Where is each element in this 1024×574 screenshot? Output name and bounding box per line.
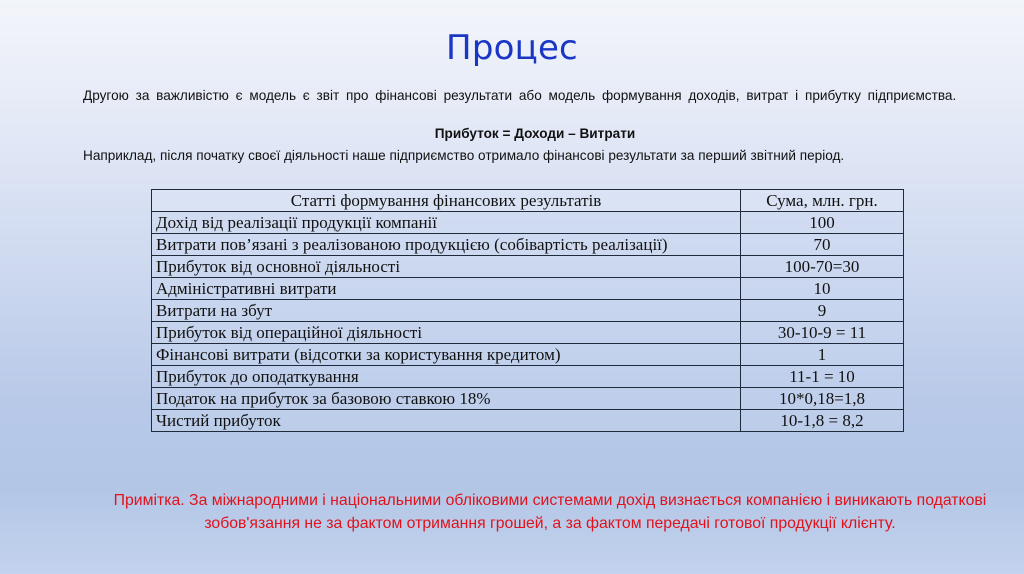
table-row [152, 278, 904, 300]
table-row [152, 410, 904, 432]
row-label: Прибуток від операційної діяльності [152, 322, 741, 344]
note-text: Примітка. За міжнародними і національними обліковими системами дохід визнається компанією і виникають податкові зобов'язання не за фактом отримання грошей, а за фактом передачі готової продукції клієнту. [113, 492, 987, 532]
header-items: Статті формування фінансових результатів [152, 190, 741, 212]
profit-formula: Прибуток = Доходи – Витрати [434, 126, 636, 141]
row-value: 10*0,18=1,8 [741, 388, 904, 410]
row-value: 9 [741, 300, 904, 322]
row-value: 100 [741, 212, 904, 234]
intro-paragraph: Другою за важливістю є модель є звіт про фінансові результати або модель формування доходів, витрат і прибутку підприємства. [83, 88, 957, 103]
row-label: Дохід від реалізації продукції компанії [152, 212, 741, 234]
row-label: Прибуток від основної діяльності [152, 256, 741, 278]
example-paragraph: Наприклад, після початку своєї діяльності наше підприємство отримало фінансові результати за перший звітний період. [83, 148, 845, 163]
table-row [152, 322, 904, 344]
row-value: 1 [741, 344, 904, 366]
row-label: Фінансові витрати (відсотки за користування кредитом) [152, 344, 741, 366]
row-value: 70 [741, 234, 904, 256]
table-row [152, 388, 904, 410]
table-row [152, 366, 904, 388]
table-row [152, 256, 904, 278]
table-header-row [152, 190, 904, 212]
row-label: Прибуток до оподаткування [152, 366, 741, 388]
table-row [152, 234, 904, 256]
row-label: Витрати на збут [152, 300, 741, 322]
row-label: Податок на прибуток за базовою ставкою 18% [152, 388, 741, 410]
row-label: Чистий прибуток [152, 410, 741, 432]
table-row [152, 300, 904, 322]
header-amount: Сума, млн. грн. [741, 190, 904, 212]
row-value: 10 [741, 278, 904, 300]
row-label: Витрати пов’язані з реалізованою продукцією (собівартість реалізації) [152, 234, 741, 256]
row-value: 10-1,8 = 8,2 [741, 410, 904, 432]
financial-results-table [151, 189, 904, 432]
table-row [152, 344, 904, 366]
row-label: Адміністративні витрати [152, 278, 741, 300]
slide-title: Процес [446, 28, 578, 68]
table-row [152, 212, 904, 234]
row-value: 11-1 = 10 [741, 366, 904, 388]
row-value: 100-70=30 [741, 256, 904, 278]
row-value: 30-10-9 = 11 [741, 322, 904, 344]
